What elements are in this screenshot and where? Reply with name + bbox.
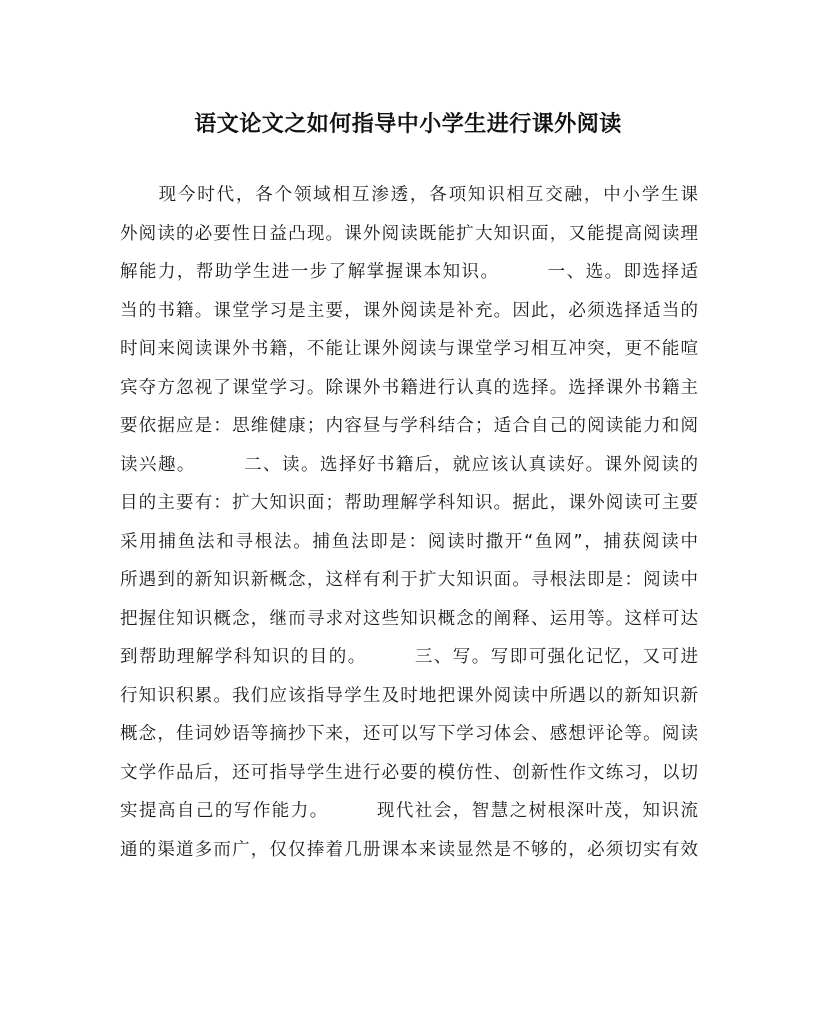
body-line: 当的书籍。课堂学习是主要，课外阅读是补充。因此，必须选择适当的	[120, 300, 698, 321]
body-line: 现今时代，各个领域相互渗透，各项知识相互交融，中小学生课	[120, 185, 698, 205]
body-line: 实提高自己的写作能力。 现代社会，智慧之树根深叶茂，知识流	[120, 801, 698, 821]
body-line: 目的主要有：扩大知识面；帮助理解学科知识。据此，课外阅读可主要	[120, 493, 698, 513]
body-line: 概念，佳词妙语等摘抄下来，还可以写下学习体会、感想评论等。阅读	[120, 724, 698, 744]
body-line: 所遇到的新知识新概念，这样有利于扩大知识面。寻根法即是：阅读中	[120, 570, 698, 590]
body-line: 时间来阅读课外书籍，不能让课外阅读与课堂学习相互冲突，更不能喧	[120, 339, 698, 359]
body-line: 读兴趣。 二、读。选择好书籍后，就应该认真读好。课外阅读的	[120, 454, 698, 475]
body-line: 到帮助理解学科知识的目的。 三、写。写即可强化记忆，又可进	[120, 647, 698, 667]
body-line: 宾夺方忽视了课堂学习。除课外书籍进行认真的选择。选择课外书籍主	[120, 377, 698, 398]
body-line: 要依据应是：思维健康；内容昼与学科结合；适合自己的阅读能力和阅	[120, 416, 698, 436]
body-line: 外阅读的必要性日益凸现。课外阅读既能扩大知识面，又能提高阅读理	[120, 223, 698, 244]
body-line: 文学作品后，还可指导学生进行必要的模仿性、创新性作文练习，以切	[120, 762, 698, 783]
body-line: 采用捕鱼法和寻根法。捕鱼法即是：阅读时撒开“鱼网”，捕获阅读中	[120, 531, 698, 552]
body-line: 把握住知识概念，继而寻求对这些知识概念的阐释、运用等。这样可达	[120, 608, 698, 629]
body-line: 解能力，帮助学生进一步了解掌握课本知识。 一、选。即选择适	[120, 262, 698, 282]
document-body	[120, 176, 698, 869]
document-title: 语文论文之如何指导中小学生进行课外阅读	[194, 111, 622, 137]
body-line: 通的渠道多而广，仅仅捧着几册课本来读显然是不够的，必须切实有效	[120, 839, 698, 860]
body-line: 行知识积累。我们应该指导学生及时地把课外阅读中所遇以的新知识新	[120, 685, 698, 706]
